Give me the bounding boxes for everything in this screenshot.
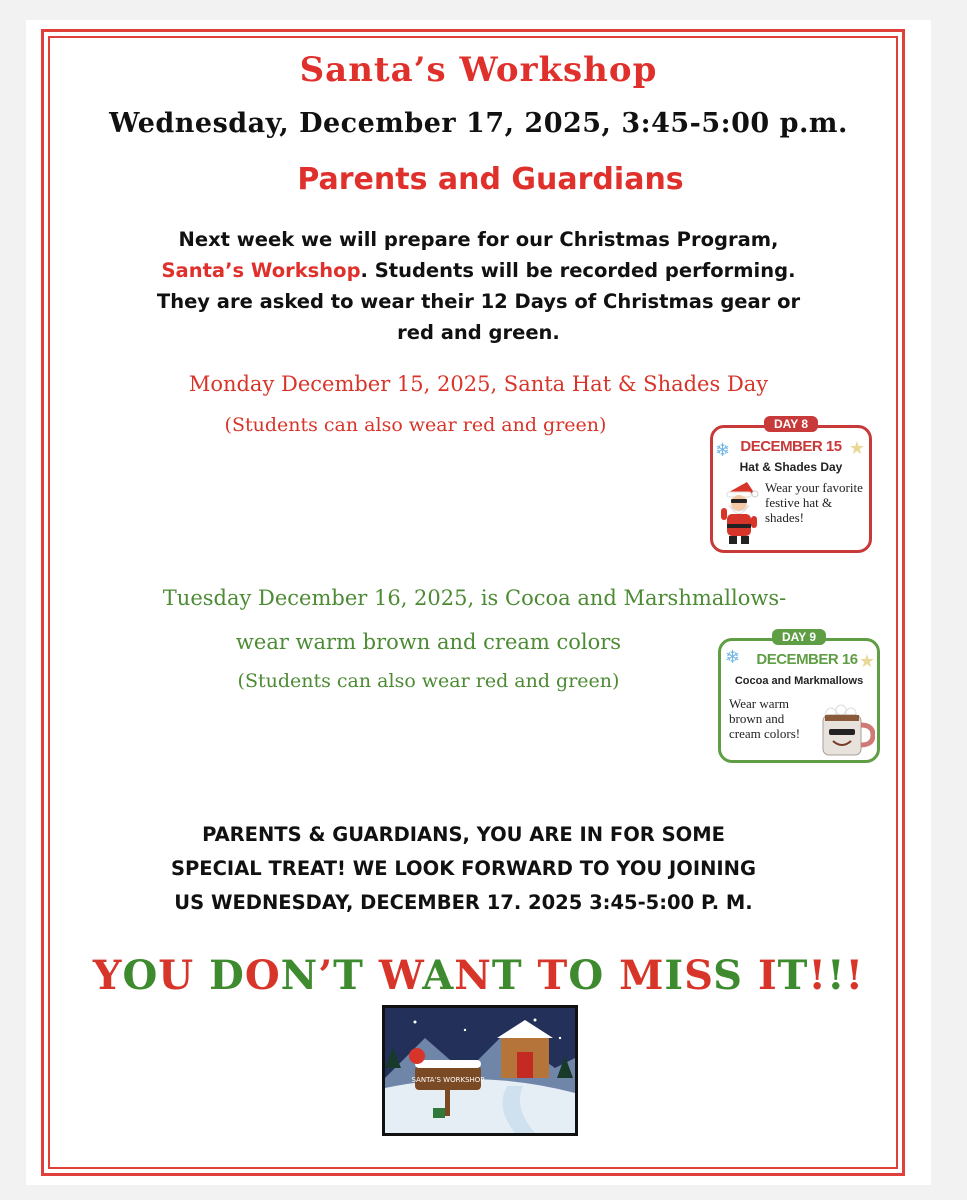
monday-theme: Monday December 15, 2025, Santa Hat & Shades Day [188, 372, 769, 396]
banner-letter: A [422, 952, 455, 999]
day-8-description: Wear your favorite festive hat & shades! [765, 480, 863, 525]
banner-letter [364, 952, 379, 999]
banner-letter [523, 952, 538, 999]
flyer-page [26, 20, 931, 1185]
day-8-tab: DAY 8 [764, 416, 818, 432]
closing-line-2: SPECIAL TREAT! WE LOOK FORWARD TO YOU JOINING [170, 857, 757, 880]
banner-letter: ! [826, 952, 846, 999]
flyer-title: Santa’s Workshop [299, 50, 658, 90]
parents-heading: Parents and Guardians [297, 162, 684, 197]
banner-letter: M [619, 952, 665, 999]
banner-letter: I [757, 952, 778, 999]
intro-line-2-rest: . Students will be recorded performing. [360, 259, 796, 282]
banner-letter: T [777, 952, 809, 999]
banner-letter: N [280, 952, 319, 999]
dont-miss-banner [26, 952, 931, 999]
day-8-name: Hat & Shades Day [739, 460, 843, 474]
banner-letter: O [244, 952, 281, 999]
banner-letter: N [454, 952, 492, 999]
intro-line-1: Next week we will prepare for our Christmas Program, [178, 228, 779, 251]
closing-line-3: US WEDNESDAY, DECEMBER 17. 2025 3:45-5:00 P. M. [174, 891, 753, 914]
banner-letter: Y [92, 952, 123, 999]
tuesday-note: (Students can also wear red and green) [237, 670, 620, 692]
banner-letter: O [568, 952, 605, 999]
day-8-date: DECEMBER 15 [740, 438, 842, 455]
tuesday-theme-line-2: wear warm brown and cream colors [235, 630, 622, 654]
day-9-name: Cocoa and Markmallows [734, 675, 864, 687]
banner-letter: I [664, 952, 685, 999]
tuesday-theme: Tuesday December 16, 2025, is Cocoa and Marshmallows- [162, 586, 787, 610]
banner-letter: O [122, 952, 159, 999]
banner-letter: S [684, 952, 714, 999]
banner-letter [743, 952, 758, 999]
banner-letter: U [158, 952, 195, 999]
snowflake-icon: ❄ [725, 647, 741, 667]
closing-line-1: PARENTS & GUARDIANS, YOU ARE IN FOR SOME [202, 823, 725, 846]
program-name: Santa’s Workshop [161, 259, 361, 282]
banner-letter: W [378, 952, 423, 999]
intro-line-3: They are asked to wear their 12 Days of Christmas gear or [156, 290, 801, 313]
event-date: Wednesday, December 17, 2025, 3:45-5:00 p.m. [109, 108, 848, 139]
intro-line-2 [26, 255, 931, 286]
day-9-tab: DAY 9 [772, 629, 826, 645]
banner-letter: T [333, 952, 364, 999]
banner-letter: T [491, 952, 523, 999]
snowflake-icon: ❄ [715, 440, 731, 460]
banner-letter: D [209, 952, 245, 999]
intro-paragraph [26, 224, 931, 348]
day-9-card [718, 630, 880, 763]
cocoa-mug-icon [817, 703, 875, 759]
star-icon: ★ [848, 438, 865, 458]
banner-letter: T [537, 952, 569, 999]
day-9-description: Wear warm brown and cream colors! [729, 696, 801, 741]
santa-icon [717, 478, 763, 548]
banner-letter [604, 952, 619, 999]
banner-letter [194, 952, 209, 999]
workshop-sign: SANTA'S WORKSHOP [411, 1076, 485, 1084]
banner-letter: ! [808, 952, 827, 999]
banner-letter: S [713, 952, 743, 999]
intro-line-4: red and green. [397, 321, 560, 344]
banner-letter: ’ [318, 952, 334, 999]
monday-note: (Students can also wear red and green) [224, 414, 607, 436]
closing-message [11, 818, 916, 920]
santas-workshop-illustration [382, 1005, 578, 1136]
banner-letter: ! [845, 952, 865, 999]
day-9-date: DECEMBER 16 [756, 651, 858, 668]
star-icon: ★ [858, 651, 875, 671]
day-8-card [710, 417, 872, 553]
